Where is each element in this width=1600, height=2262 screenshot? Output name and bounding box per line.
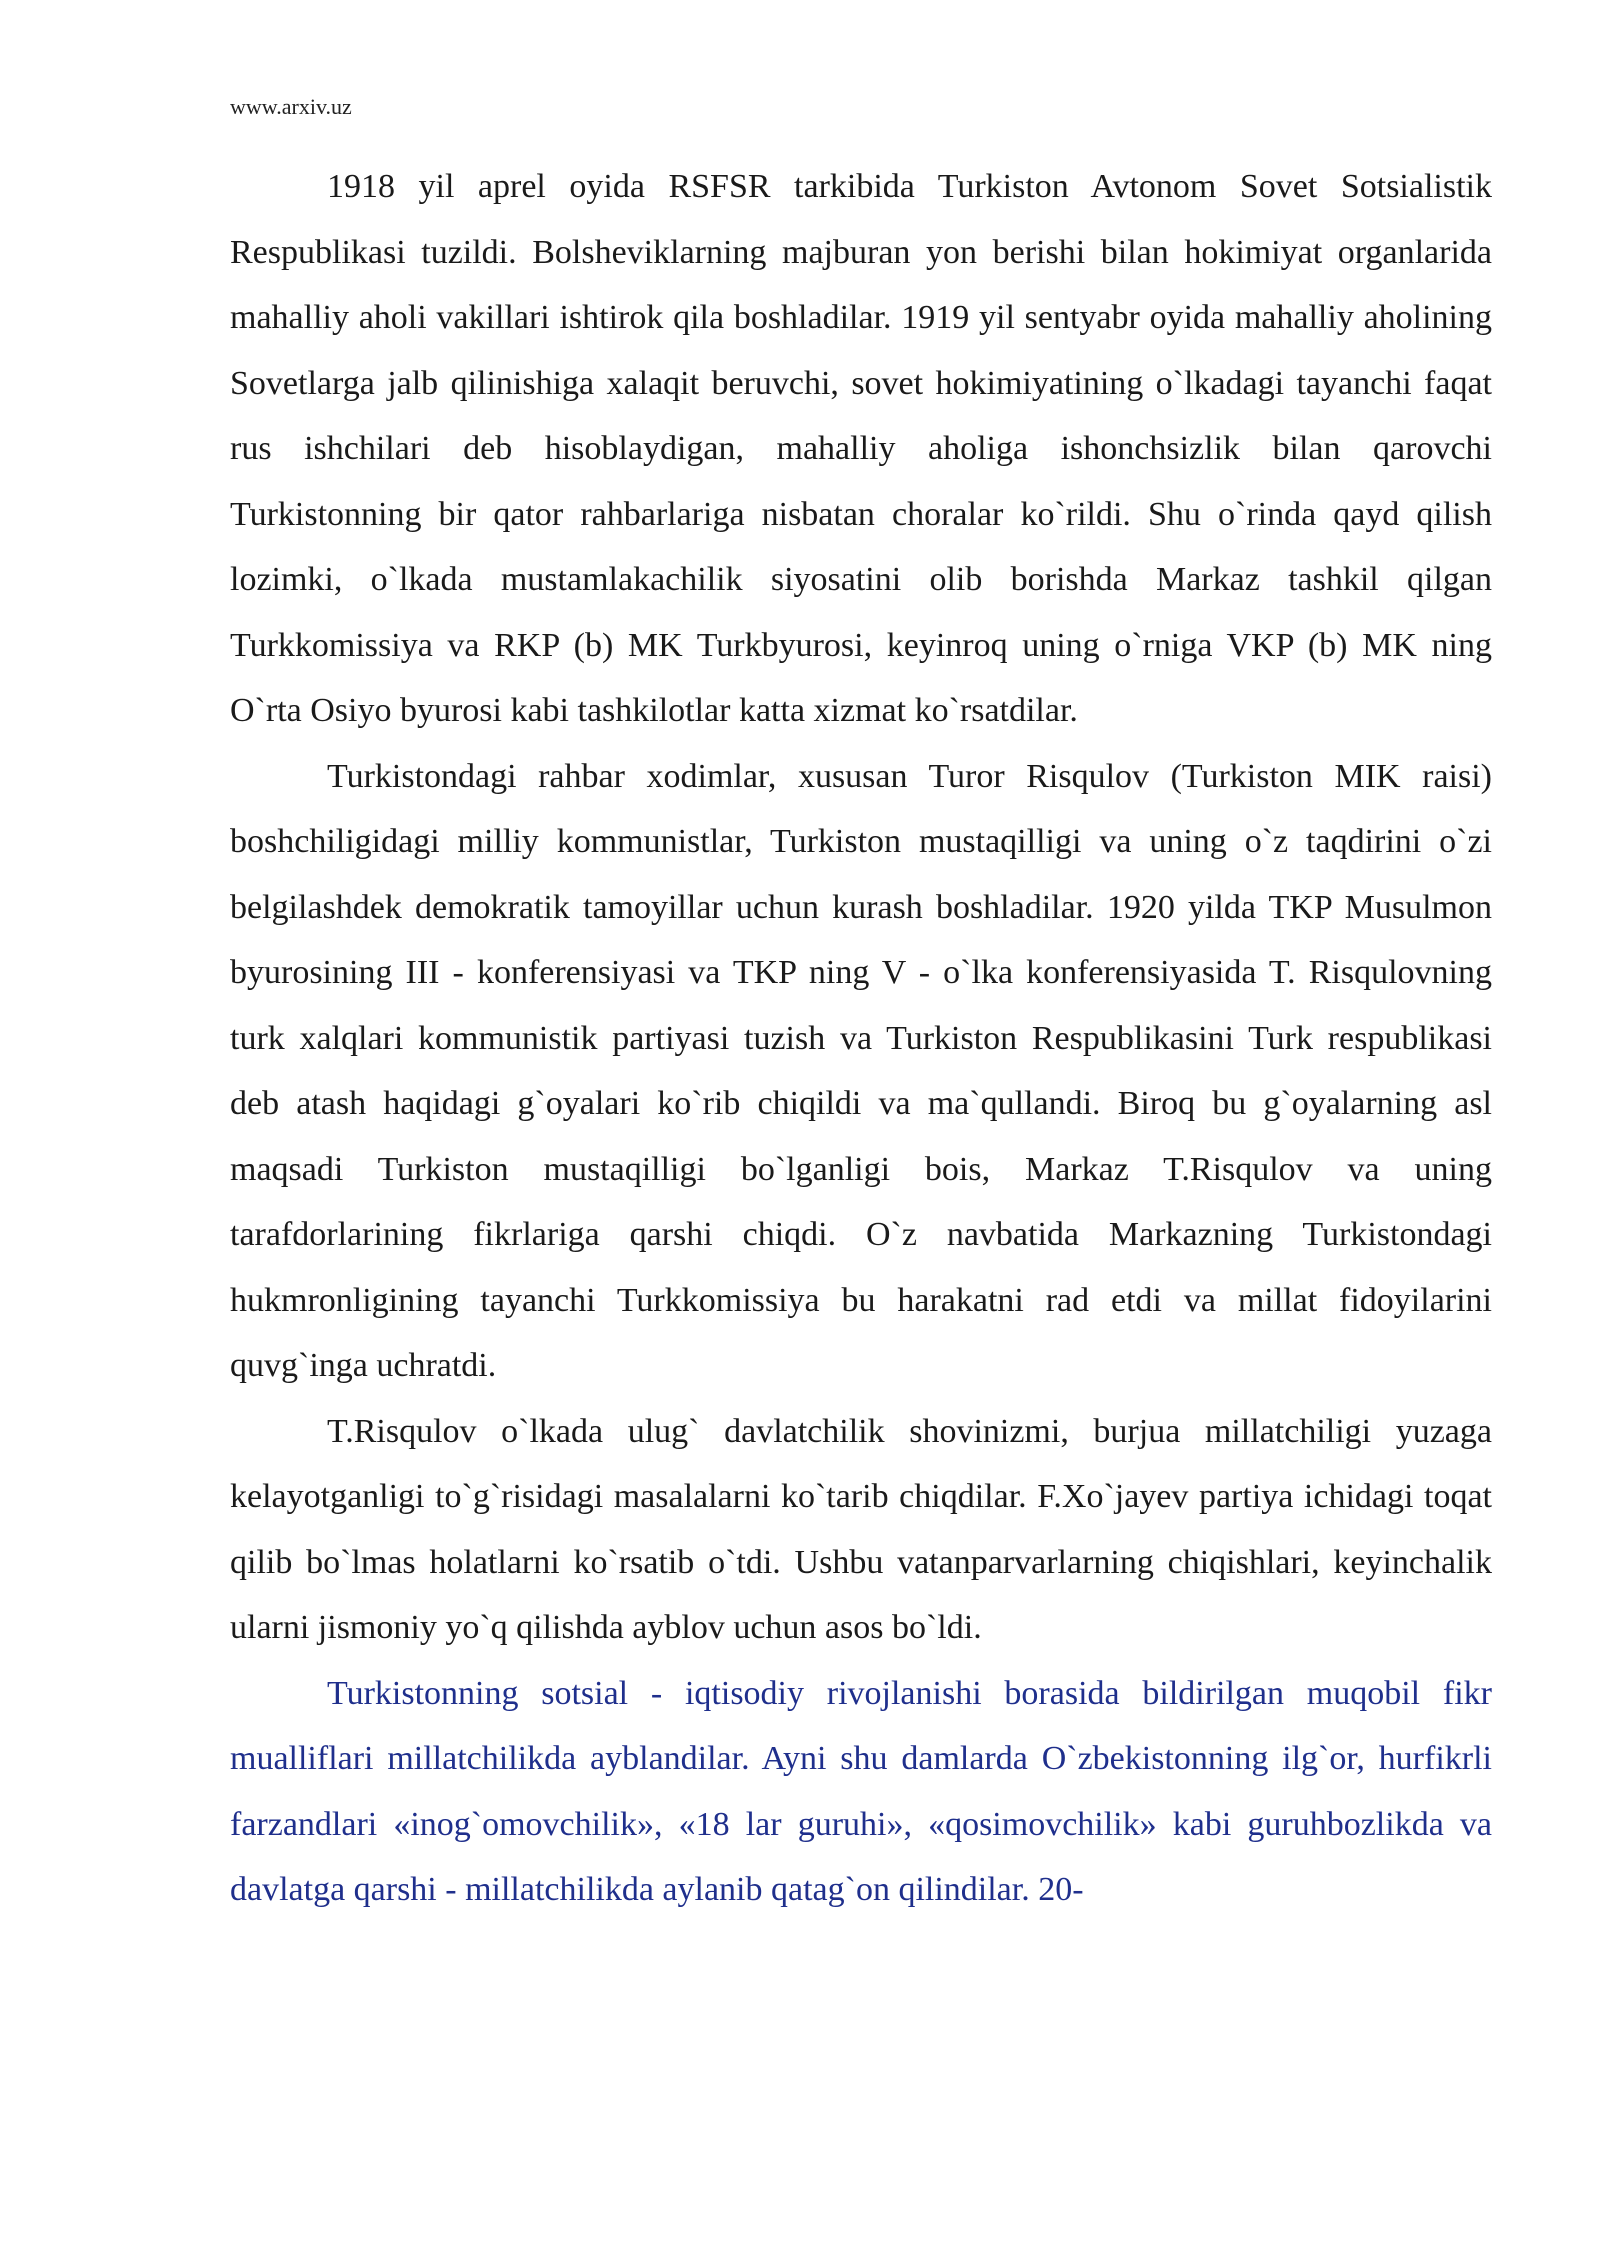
document-body: [230, 154, 1492, 1923]
paragraph-1: 1918 yil aprel oyida RSFSR tarkibida Turkiston Avtonom Sovet Sotsialistik Respublikasi tuzildi. Bolsheviklarning majburan yon berishi bilan hokimiyat organlarida mahalliy aholi vakillari ishtirok qila boshladilar. 1919 yil sentyabr oyida mahalliy aholining Sovetlarga jalb qilinishiga xalaqit beruvchi, sovet hokimiyatining o`lkadagi tayanchi faqat rus ishchilari deb hisoblaydigan, mahalliy aholiga ishonchsizlik bilan qarovchi Turkistonning bir qator rahbarlariga nisbatan choralar ko`rildi. Shu o`rinda qayd qilish lozimki, o`lkada mustamlakachilik siyosatini olib borishda Markaz tashkil qilgan Turkkomissiya va RKP (b) MK Turkbyurosi, keyinroq uning o`rniga VKP (b) MK ning O`rta Osiyo byurosi kabi tashkilotlar katta xizmat ko`rsatdilar.: [230, 168, 1492, 729]
paragraph-2: Turkistondagi rahbar xodimlar, xususan Turor Risqulov (Turkiston MIK raisi) boshchiligidagi milliy kommunistlar, Turkiston mustaqilligi va uning o`z taqdirini o`zi belgilashdek demokratik tamoyillar uchun kurash boshladilar. 1920 yilda TKP Musulmon byurosining III - konferensiyasi va TKP ning V - o`lka konferensiyasida T. Risqulovning turk xalqlari kommunistik partiyasi tuzish va Turkiston Respublikasini Turk respublikasi deb atash haqidagi g`oyalari ko`rib chiqildi va ma`qullandi. Biroq bu g`oyalarning asl maqsadi Turkiston mustaqilligi bo`lganligi bois, Markaz T.Risqulov va uning tarafdorlarining fikrlariga qarshi chiqdi. O`z navbatida Markazning Turkistondagi hukmronligining tayanchi Turkkomissiya bu harakatni rad etdi va millat fidoyilarini quvg`inga uchratdi.: [230, 757, 1492, 1384]
site-url-header: www.arxiv.uz: [230, 94, 352, 119]
paragraph-3: T.Risqulov o`lkada ulug` davlatchilik shovinizmi, burjua millatchiligi yuzaga kelayotganligi to`g`risidagi masalalarni ko`tarib chiqdilar. F.Xo`jayev partiya ichidagi toqat qilib bo`lmas holatlarni ko`rsatib o`tdi. Ushbu vatanparvarlarning chiqishlari, keyinchalik ularni jismoniy yo`q qilishda ayblov uchun asos bo`ldi.: [230, 1412, 1492, 1646]
paragraph-4-highlighted: Turkistonning sotsial - iqtisodiy rivojlanishi borasida bildirilgan muqobil fikr mualliflari millatchilikda ayblandilar. Ayni shu damlarda O`zbekistonning ilg`or, hurfikrli farzandlari «inog`omovchilik», «18 lar guruhi», «qosimovchilik» kabi guruhbozlikda va davlatga qarshi - millatchilikda aylanib qatag`on qilindilar. 20-: [230, 1674, 1492, 1908]
